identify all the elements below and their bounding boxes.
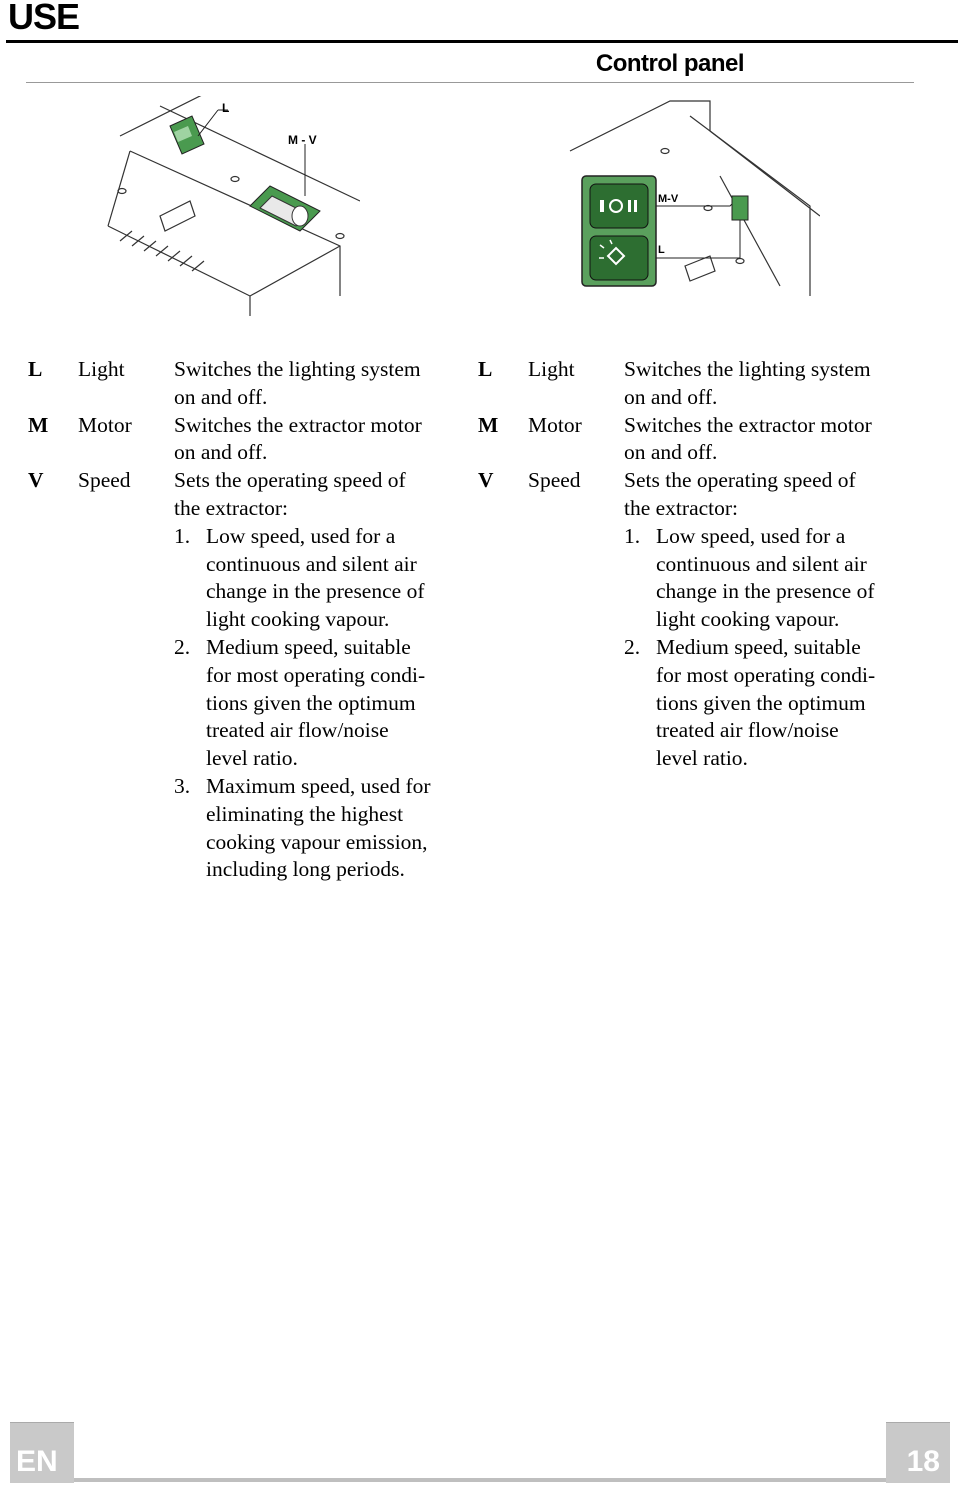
page-title: USE <box>8 0 80 37</box>
speed-item-2 <box>174 634 468 773</box>
control-desc-line: Switches the extractor motor <box>174 412 422 437</box>
control-desc-line: the extractor: <box>174 495 289 520</box>
control-desc-line: Switches the extractor motor <box>624 412 872 437</box>
diagram-label-mv: M - V <box>288 133 317 147</box>
control-desc-line: on and off. <box>174 440 268 465</box>
control-desc-line: Switches the lighting system <box>624 357 871 381</box>
control-letter: M <box>478 412 499 437</box>
section-rule <box>26 82 914 83</box>
control-desc-line: on and off. <box>624 384 718 409</box>
item-line: change in the presence of <box>206 579 425 604</box>
item-line: Maximum speed, used for <box>206 773 431 798</box>
control-letter: V <box>478 468 494 493</box>
item-number: 2. <box>174 634 191 659</box>
slide-switch-motor <box>250 186 320 231</box>
item-line: Medium speed, suitable <box>656 634 861 659</box>
diagram-label-l: L <box>222 101 230 115</box>
item-line: eliminating the highest <box>206 801 404 826</box>
control-name: Speed <box>528 468 581 493</box>
control-desc-line: Sets the operating speed of <box>174 468 406 493</box>
control-letter: L <box>478 357 493 381</box>
control-name: Light <box>78 357 125 381</box>
speed-item-2 <box>624 634 918 773</box>
control-row-speed <box>28 467 468 884</box>
item-line: continuous and silent air <box>206 551 417 576</box>
section-title: Control panel <box>595 50 745 77</box>
control-letter: V <box>28 468 44 493</box>
title-rule <box>6 40 958 43</box>
item-line: treated air flow/noise <box>206 718 389 743</box>
item-line: light cooking vapour. <box>206 607 390 632</box>
item-line: cooking vapour emission, <box>206 829 428 854</box>
section-title-wrap <box>0 50 940 78</box>
item-number: 2. <box>624 634 641 659</box>
speed-item-1 <box>624 523 918 634</box>
control-name: Motor <box>78 412 132 437</box>
control-panel-diagram-right <box>560 96 820 306</box>
item-line: treated air flow/noise <box>656 718 839 743</box>
item-line: continuous and silent air <box>656 551 867 576</box>
control-name: Speed <box>78 468 131 493</box>
item-line: Low speed, used for a <box>656 523 846 548</box>
control-panel-diagram-left <box>100 96 360 316</box>
control-row-speed <box>478 467 918 773</box>
item-line: Low speed, used for a <box>206 523 396 548</box>
speed-item-3 <box>174 773 468 884</box>
control-desc-line: on and off. <box>174 384 268 409</box>
footer-page-box <box>886 1422 950 1483</box>
item-number: 1. <box>174 523 191 548</box>
item-line: including long periods. <box>206 857 405 882</box>
item-line: light cooking vapour. <box>656 607 840 632</box>
footer-bar <box>10 1478 950 1482</box>
description-column-left <box>28 356 468 884</box>
item-line: level ratio. <box>206 746 298 771</box>
item-number: 1. <box>624 523 641 548</box>
control-row-light <box>478 356 918 412</box>
control-row-motor <box>28 412 468 468</box>
diagram-label-mv: M-V <box>658 193 679 205</box>
page-number: 18 <box>906 1445 940 1478</box>
speed-item-1 <box>174 523 468 634</box>
description-column-right <box>478 356 918 773</box>
item-line: level ratio. <box>656 746 748 771</box>
control-desc-line: the extractor: <box>624 495 739 520</box>
item-line: change in the presence of <box>656 579 875 604</box>
footer-language: EN <box>16 1445 58 1478</box>
item-line: tions given the optimum <box>656 690 866 715</box>
footer-language-box <box>10 1422 74 1483</box>
item-line: tions given the optimum <box>206 690 416 715</box>
control-desc-line: on and off. <box>624 440 718 465</box>
control-row-motor <box>478 412 918 468</box>
item-line: Medium speed, suitable <box>206 634 411 659</box>
diagram-label-l: L <box>658 244 665 256</box>
item-line: for most operating condi- <box>206 662 426 687</box>
control-letter: M <box>28 412 49 437</box>
control-desc-line: Switches the lighting system <box>174 357 421 381</box>
control-desc-line: Sets the operating speed of <box>624 468 856 493</box>
control-name: Light <box>528 357 575 381</box>
rocker-switch-panel <box>582 176 656 286</box>
control-letter: L <box>28 357 43 381</box>
item-number: 3. <box>174 773 191 798</box>
control-row-light <box>28 356 468 412</box>
control-name: Motor <box>528 412 582 437</box>
item-line: for most operating condi- <box>656 662 876 687</box>
